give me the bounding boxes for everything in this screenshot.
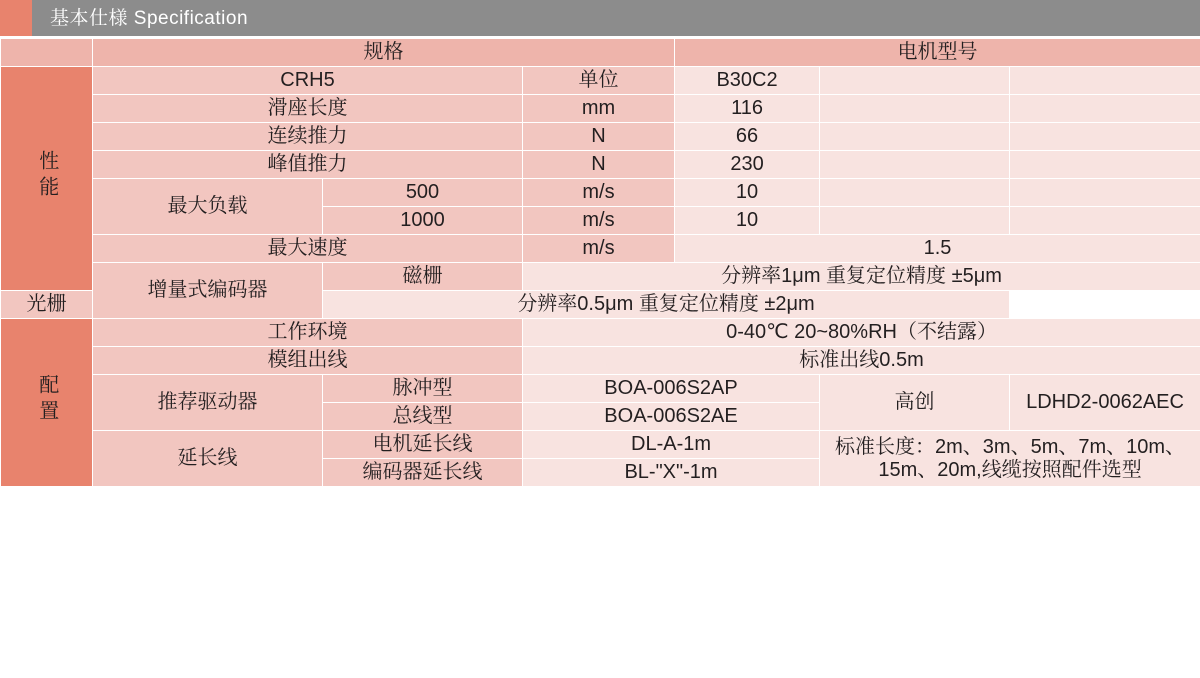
- row-value-peak-thrust: 230: [675, 151, 820, 179]
- row-unit-max-load-1000: m/s: [523, 207, 675, 235]
- row-sublabel-max-load-1000: 1000: [323, 207, 523, 235]
- row-sublabel-encoder-magnetic: 磁栅: [323, 263, 523, 291]
- table-row: [1, 347, 1200, 375]
- row-unit-continuous-thrust: N: [523, 123, 675, 151]
- section-configuration: [1, 319, 93, 487]
- row-label-module-cable: 模组出线: [93, 347, 523, 375]
- row-value-driver-bus: BOA-006S2AE: [523, 403, 820, 431]
- row-label-max-load: 最大负载: [93, 179, 323, 235]
- row-value-encoder-magnetic: 分辨率1μm 重复定位精度 ±5μm: [523, 263, 1200, 291]
- row-extra2-model: [1010, 67, 1200, 95]
- row-sublabel-driver-pulse: 脉冲型: [323, 375, 523, 403]
- table-row: [1, 151, 1200, 179]
- row-extra2-max-load-1000: [1010, 207, 1200, 235]
- row-label-model: CRH5: [93, 67, 523, 95]
- row-value-driver-pulse: BOA-006S2AP: [523, 375, 820, 403]
- header-corner-cell: [1, 39, 93, 67]
- row-label-slider-length: 滑座长度: [93, 95, 523, 123]
- row-label-max-speed: 最大速度: [93, 235, 523, 263]
- row-sublabel-max-load-500: 500: [323, 179, 523, 207]
- row-value-environment: 0-40℃ 20~80%RH（不结露）: [523, 319, 1200, 347]
- row-label-encoder: 增量式编码器: [93, 263, 323, 319]
- row-extra1-slider-length: [820, 95, 1010, 123]
- row-value-model: B30C2: [675, 67, 820, 95]
- row-value-encoder-optical: 分辨率0.5μm 重复定位精度 ±2μm: [323, 291, 1010, 319]
- row-unit-model: 单位: [523, 67, 675, 95]
- row-extra2-peak-thrust: [1010, 151, 1200, 179]
- row-note-extension: 标准长度：2m、3m、5m、7m、10m、15m、20m,线缆按照配件选型: [820, 431, 1200, 487]
- row-label-environment: 工作环境: [93, 319, 523, 347]
- row-unit-max-load-500: m/s: [523, 179, 675, 207]
- row-unit-slider-length: mm: [523, 95, 675, 123]
- row-label-extension: 延长线: [93, 431, 323, 487]
- row-label-driver: 推荐驱动器: [93, 375, 323, 431]
- row-label-continuous-thrust: 连续推力: [93, 123, 523, 151]
- row-label-peak-thrust: 峰值推力: [93, 151, 523, 179]
- row-value-max-load-500: 10: [675, 179, 820, 207]
- section-configuration-label: 配置: [35, 373, 58, 426]
- table-row: [1, 431, 1200, 459]
- row-extra2-max-load-500: [1010, 179, 1200, 207]
- row-sublabel-extension-motor: 电机延长线: [323, 431, 523, 459]
- row-extra1-continuous-thrust: [820, 123, 1010, 151]
- row-unit-max-speed: m/s: [523, 235, 675, 263]
- specification-table: [0, 38, 1200, 487]
- page-title: 基本仕様 Specification: [50, 7, 249, 29]
- table-row: [1, 319, 1200, 347]
- table-header-row: [1, 39, 1200, 67]
- row-value-extension-motor: DL-A-1m: [523, 431, 820, 459]
- row-extra1-model: [820, 67, 1010, 95]
- row-value-slider-length: 116: [675, 95, 820, 123]
- header-spec: 规格: [93, 39, 675, 67]
- section-header: [0, 0, 1200, 36]
- row-value-driver-model: LDHD2-0062AEC: [1010, 375, 1200, 431]
- row-value-driver-brand: 高创: [820, 375, 1010, 431]
- row-extra1-peak-thrust: [820, 151, 1010, 179]
- row-extra2-continuous-thrust: [1010, 123, 1200, 151]
- row-sublabel-extension-encoder: 编码器延长线: [323, 459, 523, 487]
- section-performance: [1, 67, 93, 291]
- table-row: [1, 123, 1200, 151]
- row-value-max-load-1000: 10: [675, 207, 820, 235]
- row-extra1-max-load-1000: [820, 207, 1010, 235]
- row-value-max-speed: 1.5: [675, 235, 1200, 263]
- table-row: [1, 263, 1200, 291]
- specification-table-wrapper: [0, 38, 1200, 487]
- table-row: [1, 67, 1200, 95]
- row-extra1-max-load-500: [820, 179, 1010, 207]
- section-performance-label: 性能: [35, 149, 58, 202]
- table-row: [1, 95, 1200, 123]
- row-sublabel-encoder-optical: 光栅: [1, 291, 93, 319]
- row-value-continuous-thrust: 66: [675, 123, 820, 151]
- table-row: [1, 179, 1200, 207]
- table-row: [1, 375, 1200, 403]
- header-accent-block: [0, 0, 32, 36]
- row-value-module-cable: 标准出线0.5m: [523, 347, 1200, 375]
- row-extra2-slider-length: [1010, 95, 1200, 123]
- table-row: [1, 235, 1200, 263]
- row-value-extension-encoder: BL-"X"-1m: [523, 459, 820, 487]
- row-sublabel-driver-bus: 总线型: [323, 403, 523, 431]
- row-unit-peak-thrust: N: [523, 151, 675, 179]
- header-motor-model: 电机型号: [675, 39, 1200, 67]
